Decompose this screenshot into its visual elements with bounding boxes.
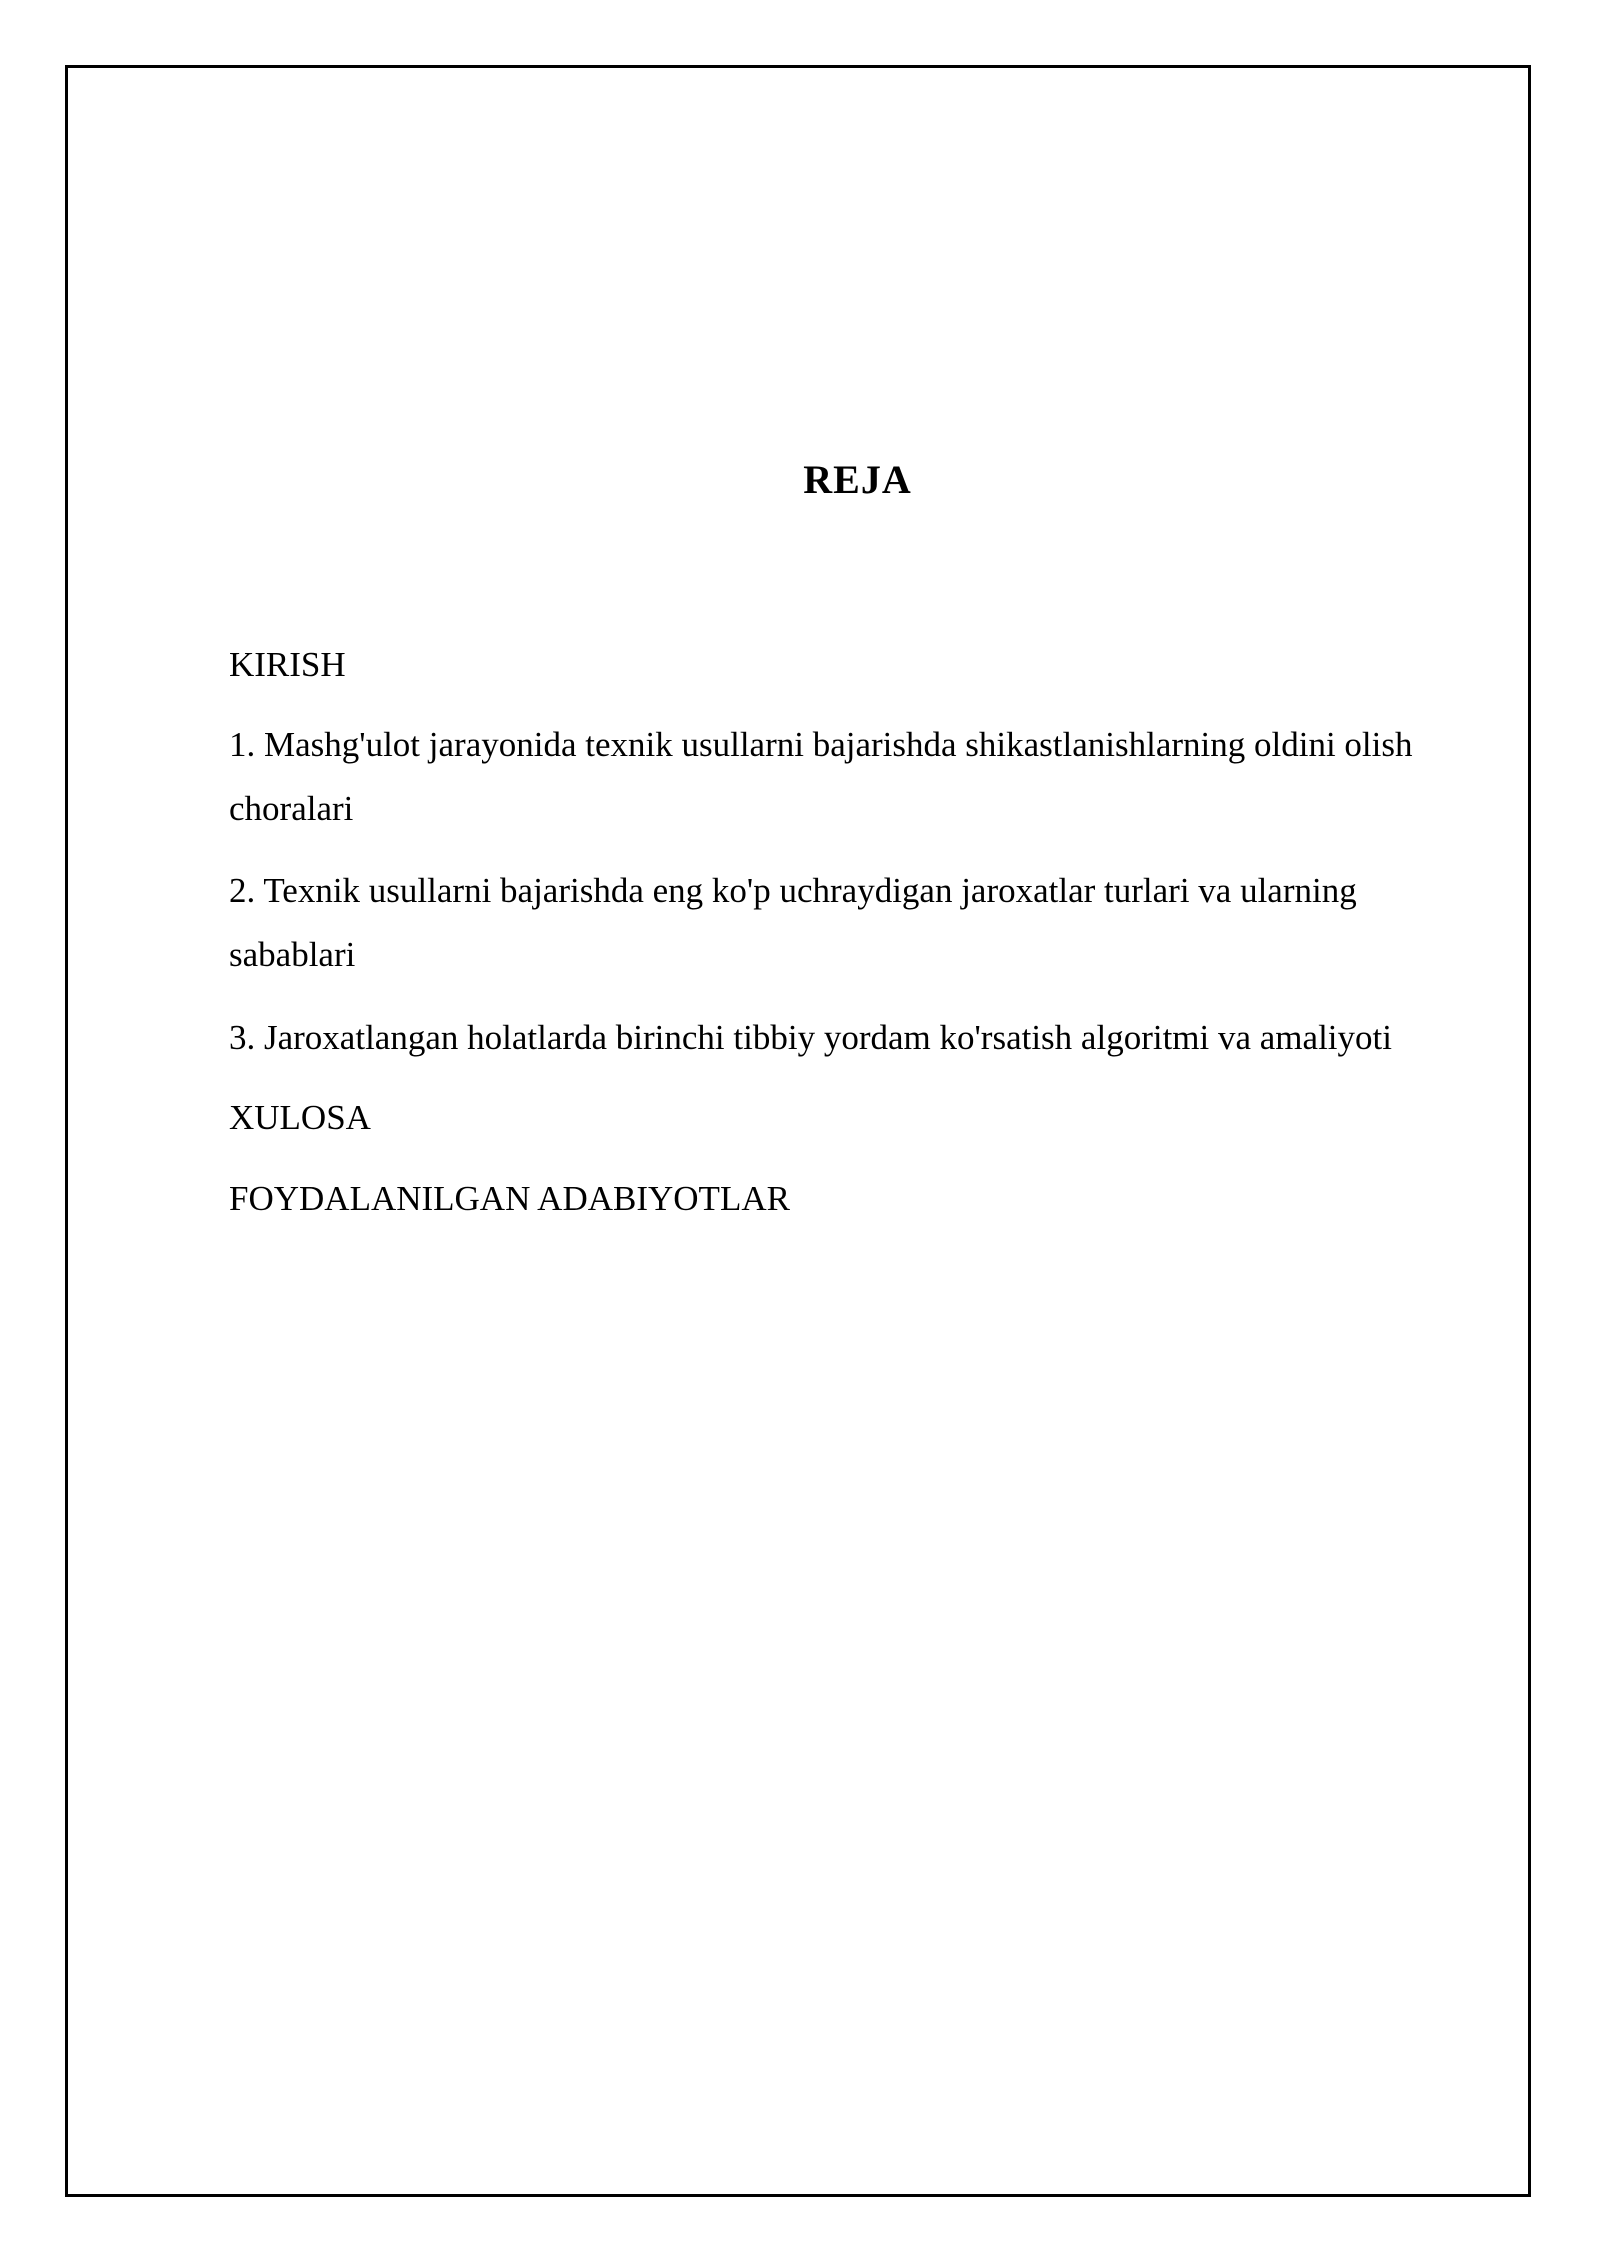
plan-item-1: 1. Mashg'ulot jarayonida texnik usullarni bajarishda shikastlanishlarning oldini olish choralari — [229, 725, 1413, 828]
plan-item-2: 2. Texnik usullarni bajarishda eng ko'p uchraydigan jaroxatlar turlari va ularning sabablari — [229, 871, 1357, 974]
page-title: REJA — [803, 457, 912, 502]
plan-item-xulosa: XULOSA — [229, 1098, 371, 1137]
plan-item-kirish: KIRISH — [229, 645, 346, 684]
plan-item-adabiyotlar: FOYDALANILGAN ADABIYOTLAR — [229, 1179, 790, 1218]
plan-item-3: 3. Jaroxatlangan holatlarda birinchi tibbiy yordam ko'rsatish algoritmi va amaliyoti — [229, 1018, 1392, 1057]
